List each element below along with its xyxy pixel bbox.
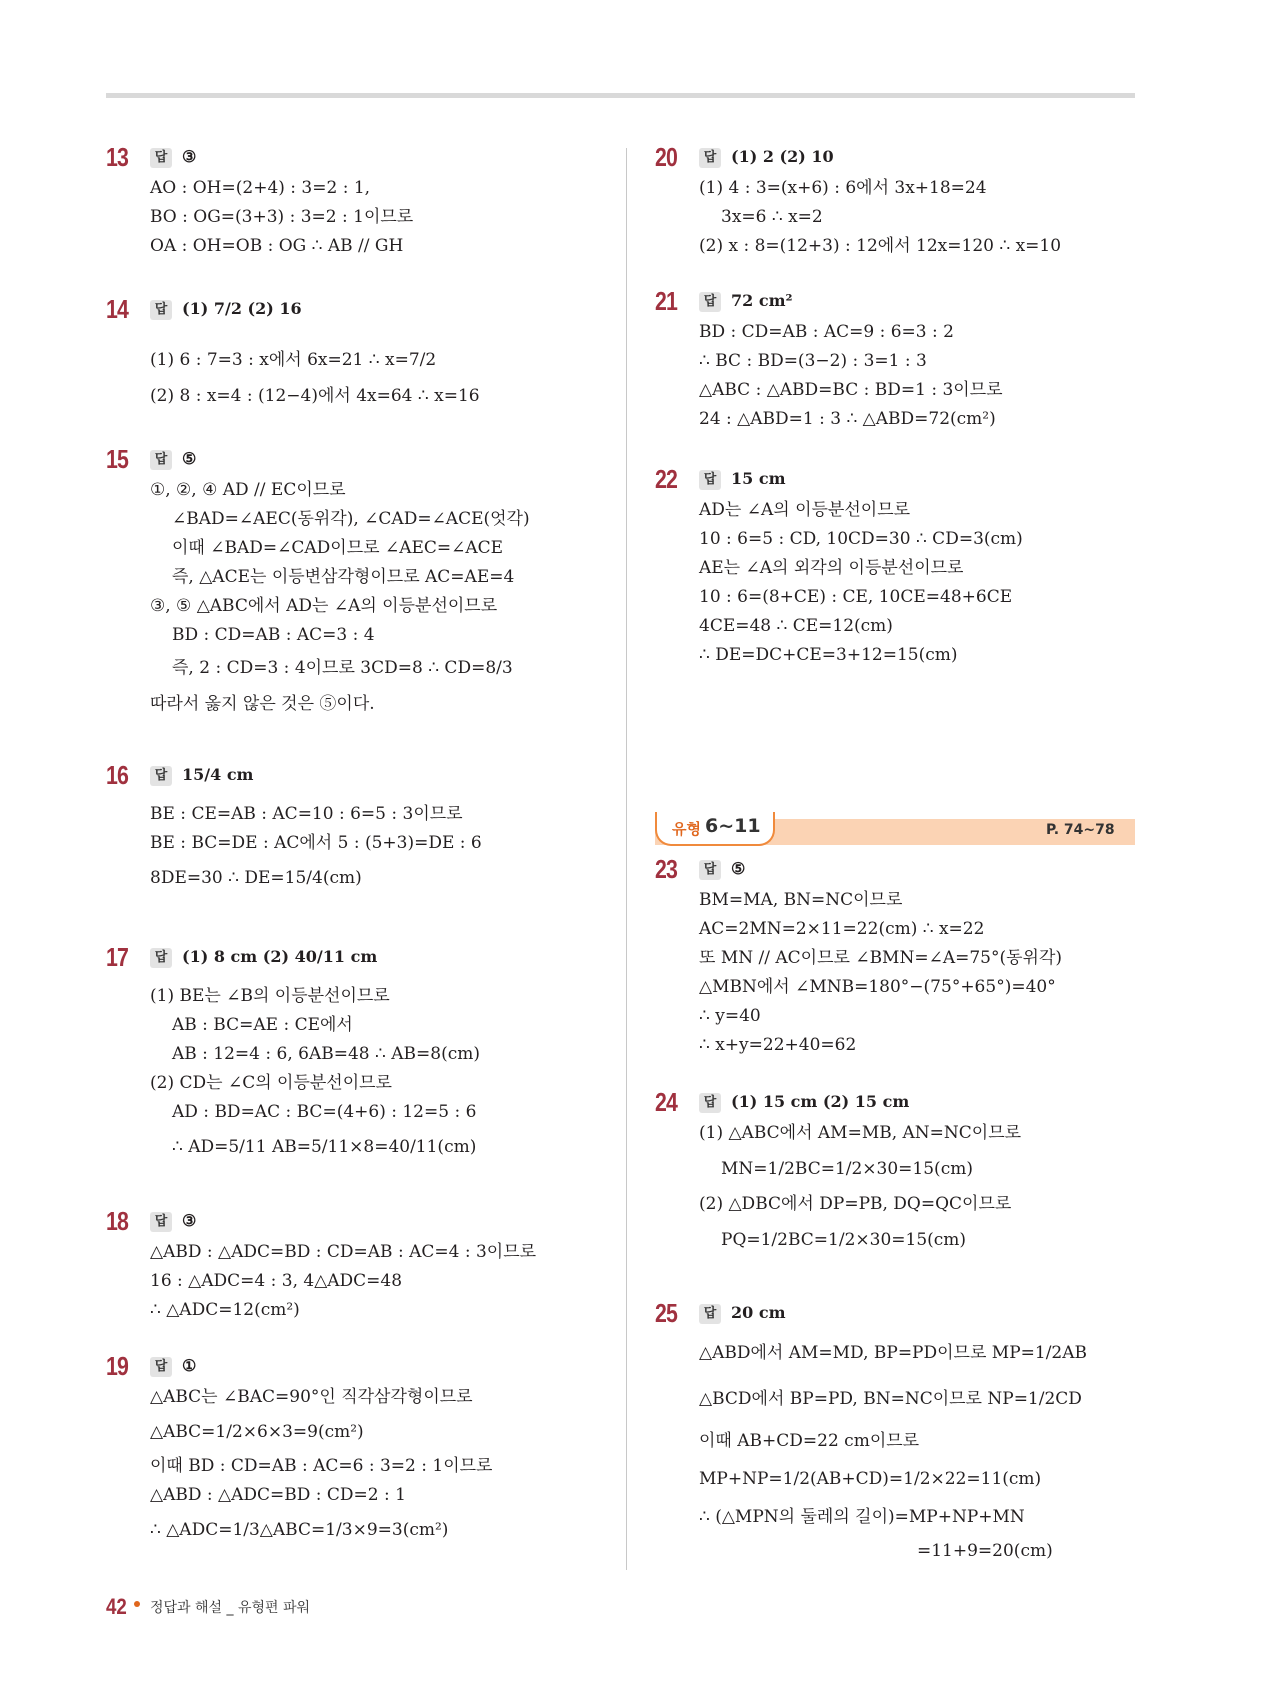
answer-badge: 답 [150,1212,172,1232]
answer: (1) 8 cm (2) 40/11 cm [182,947,378,966]
solution-line: MP+NP=1/2(AB+CD)=1/2×22=11(cm) [699,1469,1042,1489]
answer: 20 cm [731,1303,786,1322]
answer: ① [182,1356,197,1375]
solution-line: ∴ AD=5/11 AB=5/11×8=40/11(cm) [172,1137,477,1157]
solution-line: △MBN에서 ∠MNB=180°−(75°+65°)=40° [699,977,1056,997]
solution-line: △ABC는 ∠BAC=90°인 직각삼각형이므로 [150,1387,473,1407]
answer: 15/4 cm [182,765,254,784]
solution-line: 3x=6 ∴ x=2 [721,207,823,227]
solution-line: 즉, 2 : CD=3 : 4이므로 3CD=8 ∴ CD=8/3 [172,658,513,678]
solution-line: 8DE=30 ∴ DE=15/4(cm) [150,868,362,888]
problem-number: 16 [106,760,129,790]
solution-line: △ABC=1/2×6×3=9(cm²) [150,1422,364,1442]
problem-number: 24 [655,1087,678,1117]
answer: (1) 15 cm (2) 15 cm [731,1092,910,1111]
problem-24 [655,1089,1021,1261]
problem-15 [106,446,530,722]
problem-22 [655,466,1023,670]
footer-title: 정답과 해설 _ 유형편 파워 [150,1600,311,1616]
problem-number: 20 [655,142,678,172]
problem-number: 18 [106,1206,129,1236]
answer: (1) 7/2 (2) 16 [182,299,302,318]
solution-line: ③, ⑤ △ABC에서 AD는 ∠A의 이등분선이므로 [150,596,498,616]
solution-line: AD : BD=AC : BC=(4+6) : 12=5 : 6 [172,1102,477,1122]
solution-line: 따라서 옳지 않은 것은 ⑤이다. [150,694,375,714]
problem-number: 23 [655,854,678,884]
footer-bullet [134,1601,140,1607]
answer-badge: 답 [699,860,721,880]
problem-21 [655,288,1003,434]
solution-line: ∴ DE=DC+CE=3+12=15(cm) [699,645,958,665]
top-rule [106,93,1135,98]
problem-number: 21 [655,286,678,316]
solution-line: BM=MA, BN=NC이므로 [699,890,903,910]
solution-line: BO : OG=(3+3) : 3=2 : 1이므로 [150,207,414,227]
problem-23 [655,856,1062,1060]
answer-badge: 답 [699,1093,721,1113]
solution-line: AO : OH=(2+4) : 3=2 : 1, [150,178,371,198]
solution-line: 이때 ∠BAD=∠CAD이므로 ∠AEC=∠ACE [172,538,504,558]
section-range: 6~11 [705,815,761,837]
solution-line: PQ=1/2BC=1/2×30=15(cm) [721,1230,967,1250]
problem-18 [106,1208,536,1325]
section-type-label: 유형 [672,820,701,838]
solution-line: ∴ (△MPN의 둘레의 길이)=MP+NP+MN [699,1507,1025,1527]
answer-badge: 답 [150,148,172,168]
problem-number: 19 [106,1351,129,1381]
solution-line: ∴ △ADC=1/3△ABC=1/3×9=3(cm²) [150,1520,449,1540]
solution-line: 이때 AB+CD=22 cm이므로 [699,1431,920,1451]
answer-badge: 답 [150,1357,172,1377]
problem-number: 22 [655,464,678,494]
solution-line: △BCD에서 BP=PD, BN=NC이므로 NP=1/2CD [699,1389,1082,1409]
answer: ③ [182,147,197,166]
solution-line: AB : BC=AE : CE에서 [172,1015,353,1035]
problem-19 [106,1353,492,1550]
solution-line: AB : 12=4 : 6, 6AB=48 ∴ AB=8(cm) [172,1044,480,1064]
answer: ⑤ [182,449,197,468]
solution-line: BD : CD=AB : AC=3 : 4 [172,625,375,645]
solution-line: ∴ y=40 [699,1006,761,1026]
solution-line: ∴ BC : BD=(3−2) : 3=1 : 3 [699,351,927,371]
solution-line: (1) △ABC에서 AM=MB, AN=NC이므로 [699,1123,1022,1143]
solution-line: BD : CD=AB : AC=9 : 6=3 : 2 [699,322,954,342]
column-divider [626,148,627,1570]
solution-line: AE는 ∠A의 외각의 이등분선이므로 [699,558,964,578]
solution-line: AC=2MN=2×11=22(cm) ∴ x=22 [699,919,985,939]
solution-line: △ABD에서 AM=MD, BP=PD이므로 MP=1/2AB [699,1343,1088,1363]
problem-14 [106,296,480,414]
answer-badge: 답 [699,470,721,490]
solution-line: MN=1/2BC=1/2×30=15(cm) [721,1159,973,1179]
problem-13 [106,144,413,261]
answer-badge: 답 [150,948,172,968]
problem-number: 14 [106,294,129,324]
solution-line: (1) 4 : 3=(x+6) : 6에서 3x+18=24 [699,178,987,198]
problem-number: 13 [106,142,129,172]
solution-line: 10 : 6=(8+CE) : CE, 10CE=48+6CE [699,587,1013,607]
solution-line: 24 : △ABD=1 : 3 ∴ △ABD=72(cm²) [699,409,996,429]
answer-badge: 답 [699,1304,721,1324]
answer: ⑤ [731,859,746,878]
answer: 15 cm [731,469,786,488]
solution-line: =11+9=20(cm) [917,1541,1053,1561]
solution-line: (2) CD는 ∠C의 이등분선이므로 [150,1073,392,1093]
solution-line: (1) BE는 ∠B의 이등분선이므로 [150,986,390,1006]
solution-line: △ABC : △ABD=BC : BD=1 : 3이므로 [699,380,1003,400]
solution-line: 10 : 6=5 : CD, 10CD=30 ∴ CD=3(cm) [699,529,1023,549]
solution-line: 16 : △ADC=4 : 3, 4△ADC=48 [150,1271,403,1291]
answer-badge: 답 [150,300,172,320]
solution-line: ①, ②, ④ AD // EC이므로 [150,480,346,500]
problem-16 [106,762,482,898]
solution-line: AD는 ∠A의 이등분선이므로 [699,500,911,520]
answer: (1) 2 (2) 10 [731,147,834,166]
problem-17 [106,944,480,1167]
solution-line: 또 MN // AC이므로 ∠BMN=∠A=75°(동위각) [699,948,1063,968]
solution-line: △ABD : △ADC=BD : CD=AB : AC=4 : 3이므로 [150,1242,537,1262]
solution-line: (2) △DBC에서 DP=PB, DQ=QC이므로 [699,1194,1012,1214]
answer-badge: 답 [699,148,721,168]
solution-line: (2) 8 : x=4 : (12−4)에서 4x=64 ∴ x=16 [150,386,480,406]
solution-line: (2) x : 8=(12+3) : 12에서 12x=120 ∴ x=10 [699,236,1062,256]
solution-line: BE : BC=DE : AC에서 5 : (5+3)=DE : 6 [150,833,482,853]
problem-number: 17 [106,942,129,972]
solution-line: BE : CE=AB : AC=10 : 6=5 : 3이므로 [150,804,463,824]
solution-line: 즉, △ACE는 이등변삼각형이므로 AC=AE=4 [172,567,515,587]
problem-25 [655,1300,1087,1566]
page-number: 42 [106,1594,127,1619]
answer-badge: 답 [150,450,172,470]
problem-number: 15 [106,444,129,474]
problem-number: 25 [655,1298,678,1328]
solution-line: ∠BAD=∠AEC(동위각), ∠CAD=∠ACE(엇각) [172,509,530,529]
problem-20 [655,144,1061,261]
solution-line: △ABD : △ADC=BD : CD=2 : 1 [150,1485,406,1505]
answer-badge: 답 [699,292,721,312]
answer: ③ [182,1211,197,1230]
solution-line: ∴ x+y=22+40=62 [699,1035,857,1055]
section-pages: P. 74~78 [1046,822,1115,838]
answer-badge: 답 [150,766,172,786]
solution-line: 이때 BD : CD=AB : AC=6 : 3=2 : 1이므로 [150,1456,493,1476]
answer: 72 cm² [731,291,793,310]
solution-line: 4CE=48 ∴ CE=12(cm) [699,616,893,636]
solution-line: (1) 6 : 7=3 : x에서 6x=21 ∴ x=7/2 [150,350,437,370]
solution-line: OA : OH=OB : OG ∴ AB // GH [150,236,404,256]
solution-line: ∴ △ADC=12(cm²) [150,1300,300,1320]
